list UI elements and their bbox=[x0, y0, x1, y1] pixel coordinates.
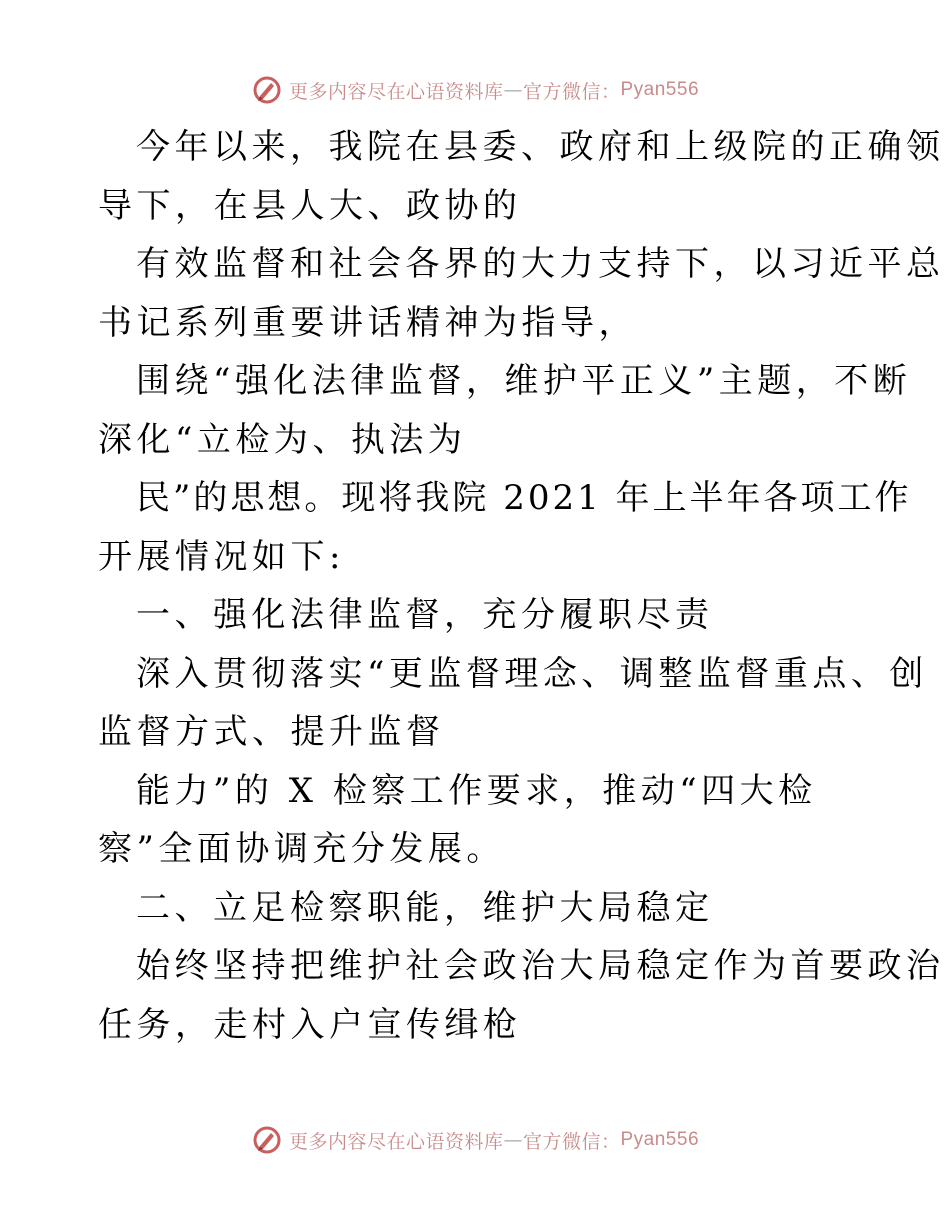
pen-seal-icon bbox=[251, 1124, 283, 1156]
section-heading: 一、强化法律监督，充分履职尽责 bbox=[136, 595, 714, 635]
watermark-separator: — bbox=[503, 79, 523, 101]
watermark-wechat-label: 官方微信： bbox=[522, 80, 621, 103]
header-watermark bbox=[0, 70, 950, 110]
paragraph-line: 深入贯彻落实“更监督理念、调整监督重点、创 bbox=[136, 653, 928, 694]
paragraph-line: 有效监督和社会各界的大力支持下，以习近平总 bbox=[136, 244, 945, 284]
paragraph-line: 导下，在县人大、政协的 bbox=[98, 185, 522, 226]
section-heading: 二、立足检察职能，维护大局稳定 bbox=[136, 887, 714, 928]
paragraph-line: 民”的思想。现将我院 2021 年上半年各项工作 bbox=[136, 478, 912, 518]
paragraph-line: 开展情况如下: bbox=[98, 536, 345, 577]
paragraph-line: 深化“立检为、执法为 bbox=[98, 419, 467, 460]
watermark-wechat-label: 官方微信： bbox=[522, 1130, 621, 1153]
pen-seal-icon bbox=[251, 74, 283, 106]
paragraph-line: 察”全面协调充分发展。 bbox=[98, 829, 505, 869]
paragraph-line: 能力”的 X 检察工作要求，推动“四大检 bbox=[136, 770, 817, 811]
watermark-title: 更多内容尽在心语资料库 bbox=[288, 80, 504, 103]
watermark-wechat-id: Pyan556 bbox=[620, 1129, 700, 1150]
paragraph-line: 监督方式、提升监督 bbox=[98, 712, 445, 752]
paragraph-line: 始终坚持把维护社会政治大局稳定作为首要政治 bbox=[136, 946, 945, 986]
footer-watermark bbox=[0, 1120, 950, 1160]
watermark-title: 更多内容尽在心语资料库 bbox=[288, 1130, 504, 1153]
watermark-wechat-id: Pyan556 bbox=[620, 79, 700, 100]
paragraph-line: 围绕“强化法律监督，维护平正义”主题，不断 bbox=[136, 361, 912, 401]
watermark-separator: — bbox=[503, 1129, 523, 1151]
paragraph-line: 任务，走村入户宣传缉枪 bbox=[98, 1004, 522, 1045]
document-body bbox=[98, 118, 945, 1054]
paragraph-line: 书记系列重要讲话精神为指导， bbox=[98, 302, 637, 343]
paragraph-line: 今年以来，我院在县委、政府和上级院的正确领 bbox=[136, 127, 945, 167]
